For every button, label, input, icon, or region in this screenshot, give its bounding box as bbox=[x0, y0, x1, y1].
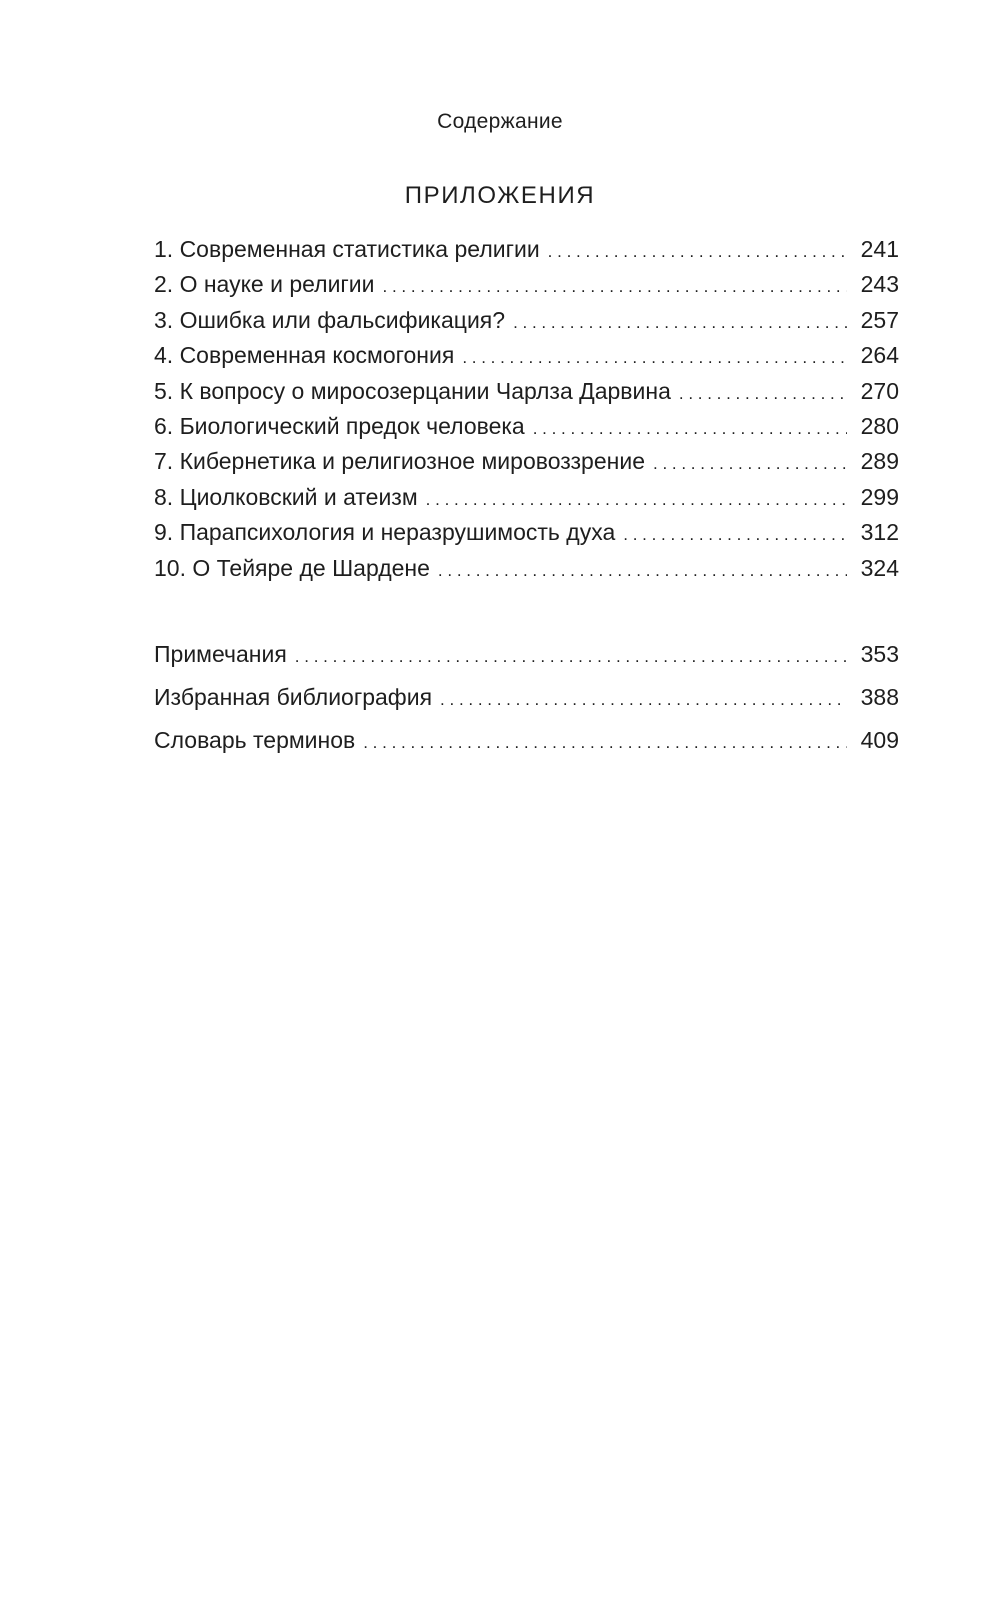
toc-entry[interactable] bbox=[154, 444, 899, 479]
dot-leader bbox=[295, 635, 847, 678]
toc-entry-title: 3. Ошибка или фальсификация? bbox=[154, 306, 506, 333]
toc-entry-title: 8. Циолковский и атеизм bbox=[154, 483, 418, 510]
toc-entry-title: 9. Парапсихология и неразрушимость духа bbox=[154, 519, 616, 546]
toc-entry[interactable] bbox=[154, 515, 899, 550]
dot-leader bbox=[533, 411, 847, 446]
toc-entry[interactable] bbox=[154, 267, 899, 302]
toc-entry-title: 7. Кибернетика и религиозное мировоззрение bbox=[154, 448, 645, 475]
toc-entry[interactable] bbox=[154, 719, 899, 762]
dot-leader bbox=[438, 553, 847, 588]
dot-leader bbox=[363, 721, 847, 764]
back-matter-list bbox=[154, 633, 899, 762]
toc-entry-page: 241 bbox=[860, 236, 899, 262]
toc-entry-title: Словарь терминов bbox=[154, 727, 356, 753]
toc-entry-page: 280 bbox=[860, 412, 899, 439]
toc-entry-page: 388 bbox=[860, 684, 899, 710]
toc-entry-page: 243 bbox=[860, 271, 899, 298]
toc-entry-title: Примечания bbox=[154, 641, 287, 667]
appendices-list bbox=[154, 232, 899, 586]
dot-leader bbox=[513, 305, 847, 340]
toc-entry-page: 312 bbox=[860, 519, 899, 546]
toc-entry-page: 270 bbox=[860, 377, 899, 404]
toc-entry-page: 264 bbox=[860, 342, 899, 369]
toc-entry-title: 10. О Тейяре де Шардене bbox=[154, 554, 430, 581]
toc-entry-title: Избранная библиография bbox=[154, 684, 433, 710]
toc-entry[interactable] bbox=[154, 232, 899, 267]
toc-entry-page: 257 bbox=[860, 306, 899, 333]
toc-entry[interactable] bbox=[154, 551, 899, 586]
toc-entry-title: 5. К вопросу о миросозерцании Чарлза Дарвина bbox=[154, 377, 671, 404]
dot-leader bbox=[462, 340, 847, 375]
dot-leader bbox=[653, 446, 847, 481]
toc-entry-page: 353 bbox=[860, 641, 899, 667]
toc-entry-page: 299 bbox=[860, 483, 899, 510]
toc-entry[interactable] bbox=[154, 676, 899, 719]
toc-entry-title: 1. Современная статистика религии bbox=[154, 236, 540, 262]
toc-entry[interactable] bbox=[154, 633, 899, 676]
toc-entry-title: 2. О науке и религии bbox=[154, 271, 375, 298]
section-title: ПРИЛОЖЕНИЯ bbox=[404, 182, 596, 209]
toc-entry[interactable] bbox=[154, 409, 899, 444]
toc-entry[interactable] bbox=[154, 338, 899, 373]
dot-leader bbox=[548, 234, 847, 269]
toc-entry-page: 409 bbox=[860, 727, 899, 753]
toc-entry[interactable] bbox=[154, 374, 899, 409]
running-head: Содержание bbox=[437, 110, 563, 133]
dot-leader bbox=[426, 482, 847, 517]
toc-entry[interactable] bbox=[154, 480, 899, 515]
toc-entry-page: 324 bbox=[860, 554, 899, 581]
toc-entry-page: 289 bbox=[860, 448, 899, 475]
dot-leader bbox=[440, 678, 847, 721]
toc-entry-title: 4. Современная космогония bbox=[154, 342, 455, 369]
dot-leader bbox=[679, 376, 847, 411]
dot-leader bbox=[383, 269, 848, 304]
toc-entry[interactable] bbox=[154, 303, 899, 338]
dot-leader bbox=[623, 517, 847, 552]
toc-entry-title: 6. Биологический предок человека bbox=[154, 412, 525, 439]
